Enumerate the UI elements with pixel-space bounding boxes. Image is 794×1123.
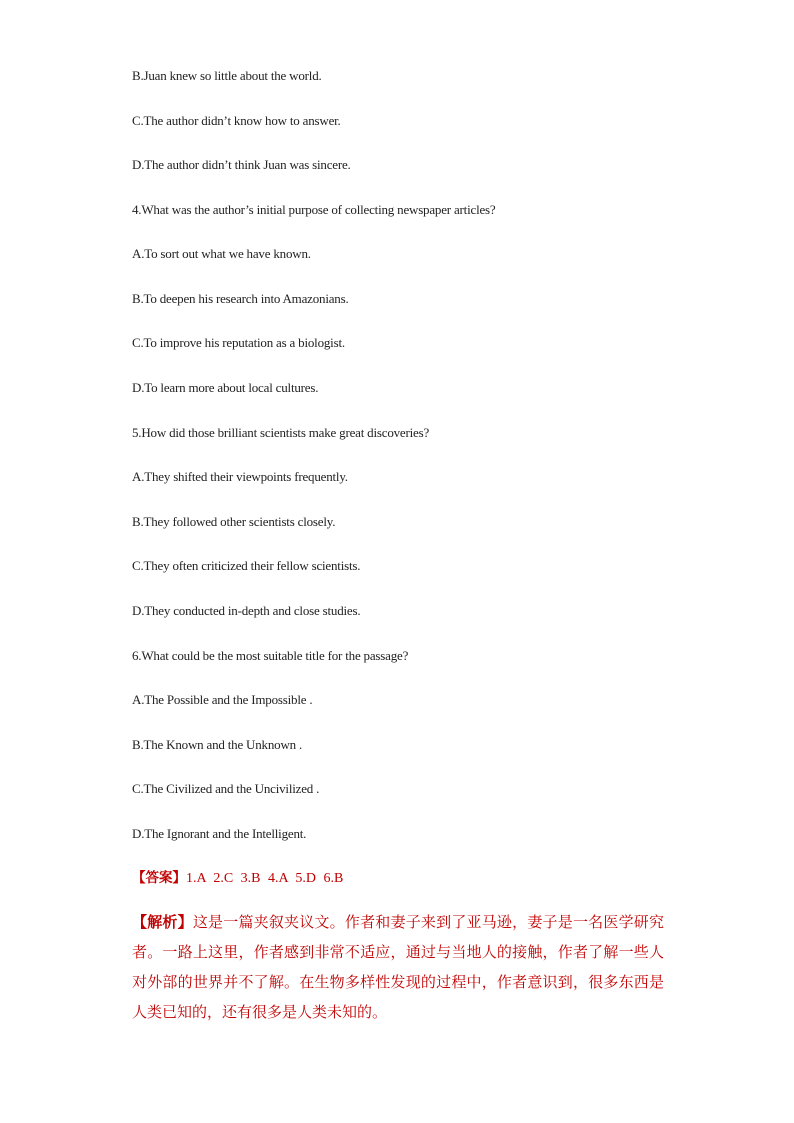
option-4c: C.To improve his reputation as a biologist. <box>132 335 345 350</box>
option-6d: D.The Ignorant and the Intelligent. <box>132 826 307 841</box>
option-6c: C.The Civilized and the Uncivilized . <box>132 781 320 796</box>
option-6a: A.The Possible and the Impossible . <box>132 692 313 707</box>
option-5a: A.They shifted their viewpoints frequently. <box>132 469 348 484</box>
option-6b: B.The Known and the Unknown . <box>132 737 303 752</box>
question-5: 5.How did those brilliant scientists make great discoveries? <box>132 425 430 440</box>
analysis-text: 这是一篇夹叙夹议文。作者和妻子来到了亚马逊，妻子是一名医学研究者。一路上这里，作者感到非常不适应，通过与当地人的接触，作者了解一些人对外部的世界并不了解。在生物多样性发现的过程中，作者意识到，很多东西是人类已知的，还有很多是人类未知的。 <box>132 913 664 1021</box>
option-4d: D.To learn more about local cultures. <box>132 380 319 395</box>
option-5c: C.They often criticized their fellow scientists. <box>132 558 361 573</box>
question-6: 6.What could be the most suitable title for the passage? <box>132 648 409 663</box>
answer-values: 1.A 2.C 3.B 4.A 5.D 6.B <box>186 871 344 886</box>
analysis-paragraph <box>132 907 664 1027</box>
question-4: 4.What was the author’s initial purpose of collecting newspaper articles? <box>132 202 496 217</box>
option-3c: C.The author didn’t know how to answer. <box>132 113 341 128</box>
option-3b: B.Juan knew so little about the world. <box>132 68 322 83</box>
answer-label: 【答案】 <box>132 870 186 886</box>
option-3d: D.The author didn’t think Juan was sincere. <box>132 157 351 172</box>
analysis-label: 【解析】 <box>132 913 193 931</box>
answer-key <box>132 866 343 887</box>
option-4a: A.To sort out what we have known. <box>132 246 311 261</box>
option-5d: D.They conducted in-depth and close studies. <box>132 603 361 618</box>
option-4b: B.To deepen his research into Amazonians. <box>132 291 349 306</box>
option-5b: B.They followed other scientists closely. <box>132 514 336 529</box>
